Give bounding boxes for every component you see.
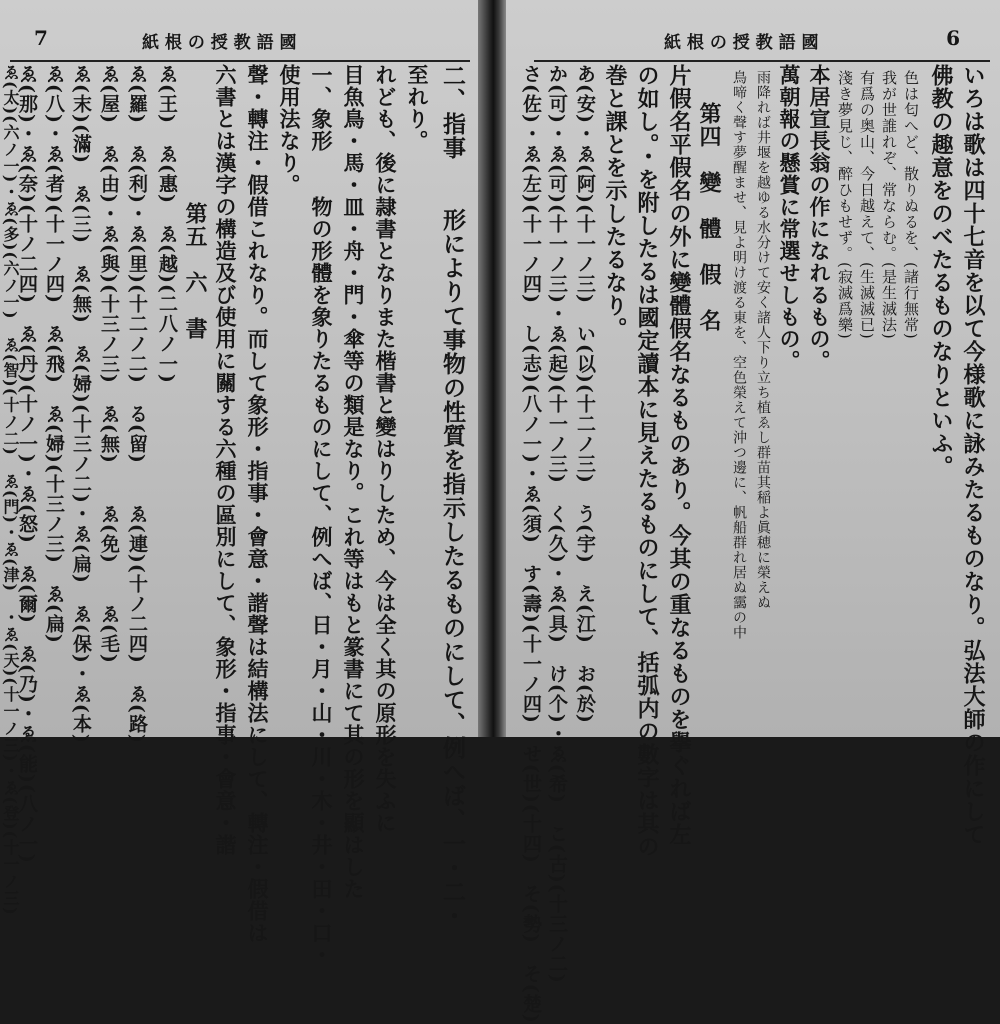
- section-heading: 第五 六 書: [182, 202, 208, 340]
- left-page: [0, 0, 478, 966]
- poem-line: 鳥啼く聲す夢醒ませ、見よ明け渡る東を、空色榮えて沖つ邊に、帆船群れ居ぬ靄の中: [731, 70, 747, 640]
- kana-row: ゑ(王) ゑ(惠) ゑ(越)(二八ノ一): [156, 64, 178, 384]
- kana-row: さ(佐)・ゑ(左)(十一ノ四) し(志)(八ノ一)・ゑ(須) す(壽)(十一ノ四) せ(世)(十四) そ(勢) そ(楚): [520, 64, 542, 1024]
- kana-row: ゑ(羅) ゑ(利)・ゑ(里)(十二ノ二) る(留) ゑ(連)(十ノ二四) ゑ(路): [126, 64, 148, 744]
- section-heading: 第四 變 體 假 名: [696, 102, 722, 332]
- text-column: 聲・轉注・假借これなり。而して象形・指事・會意・諧聲は結構法にして、轉注・假借は: [245, 64, 270, 944]
- poem-line: 我が世誰れぞ、常ならむ。(是生滅法): [880, 70, 898, 340]
- kana-row: ゑ(屋) ゑ(由)・ゑ(與)(十三ノ三) ゑ(無) ゑ(免) ゑ(毛): [98, 64, 120, 664]
- kana-row: ゑ(八)・ゑ(者)(十一ノ四) ゑ(飛) ゑ(婦)(十三ノ三) ゑ(扁): [43, 64, 65, 644]
- header-rule: [534, 60, 990, 62]
- running-header: 紙 根 の 授 教 語 國: [142, 33, 297, 53]
- left-page-body: [1, 64, 468, 966]
- poem-line: 有爲の奥山、今日越えて、(生滅滅已): [858, 70, 876, 340]
- kana-row: か(可)・ゑ(可)(十一ノ三)・ゑ(起)(十一ノ三) く(久)・ゑ(具) け(个)・ゑ(希) こ(古)(十三ノ二): [546, 64, 568, 984]
- text-column: 巻と課とを示したるなり。: [602, 64, 628, 340]
- kana-row: ゑ(末)(滿) ゑ(三) ゑ(無) ゑ(婦)(十三ノ二)・ゑ(扁) ゑ(保)・ゑ(本): [70, 64, 92, 744]
- text-column: の如し。・を附したるは國定讀本に見えたるものにして、括弧内の數字は其の: [634, 64, 660, 858]
- text-column: 一、象形 物の形體を象りたるものにして、例へば、日・月・山・川・木・井・田・口・: [309, 64, 334, 966]
- text-column: 使用法なり。: [277, 64, 302, 196]
- running-header: 紙 根 の 授 教 語 國: [664, 33, 819, 53]
- text-column: 本居宣長翁の作になれるもの。: [807, 64, 832, 372]
- page-number: 6: [946, 26, 960, 50]
- right-page-body: [520, 64, 986, 1024]
- header-rule: [10, 60, 470, 62]
- kana-row: ゑ(那)・ゑ(奈)(十ノ二四) ゑ(丹)(十ノ一)・ゑ(怒) ゑ(爾) ゑ(乃)・ゑ(能)(八ノ一): [16, 64, 38, 864]
- text-column: 目魚鳥・馬・皿・舟・門・傘等の類是なり。これ等はもと篆書にて其の形を顯はした: [341, 64, 366, 900]
- text-column: 二、指事 形によりて事物の性質を指示したるものにして、例へば、一・二・: [439, 64, 466, 928]
- page-number: 7: [34, 26, 48, 50]
- text-column: いろは歌は四十七音を以て今様歌に詠みたるものなり。弘法大師の作にして: [960, 64, 986, 846]
- text-column: 至れり。: [405, 64, 430, 152]
- book-gutter: [478, 0, 506, 737]
- poem-line: 雨降れば井堰を越ゆる水分けて安く諸人下り立ち植ゑし群苗其稲よ眞穂に榮えぬ: [755, 70, 771, 610]
- poem-line: 淺き夢見じ、醉ひもせず。(寂滅爲樂): [836, 70, 854, 340]
- text-column: 六書とは漢字の構造及び使用に關する六種の區別にして、象形・指事・會意・諧: [213, 64, 238, 856]
- kana-row: あ(安)・ゑ(阿)(十一ノ三) い(以)(十二ノ三) う(宇) え(江) お(於): [574, 64, 596, 724]
- text-column: れども、後に隷書となりまた楷書と變はりしため、今は全く其の原形を失ふに: [373, 64, 398, 834]
- right-page: [506, 0, 1000, 1024]
- text-column: 佛教の趣意をのべたるものなりといふ。: [928, 64, 954, 478]
- text-column: 片假名平假名の外に變體假名なるものあり。今其の重なるものを擧ぐれば左: [666, 64, 692, 846]
- poem-line: 色は匂へど、散りぬるを、(諸行無常): [902, 70, 920, 340]
- text-column: 萬朝報の懸賞に常選せしもの。: [777, 64, 802, 372]
- kana-row: ゑ(太)(六ノ一)・ゑ(多)(六ノ一) ゑ(智)(十ノ二) ゑ(門)・ゑ(津) ・ゑ(天)(十一ノ三)・ゑ(登)(十一ノ三): [1, 64, 20, 916]
